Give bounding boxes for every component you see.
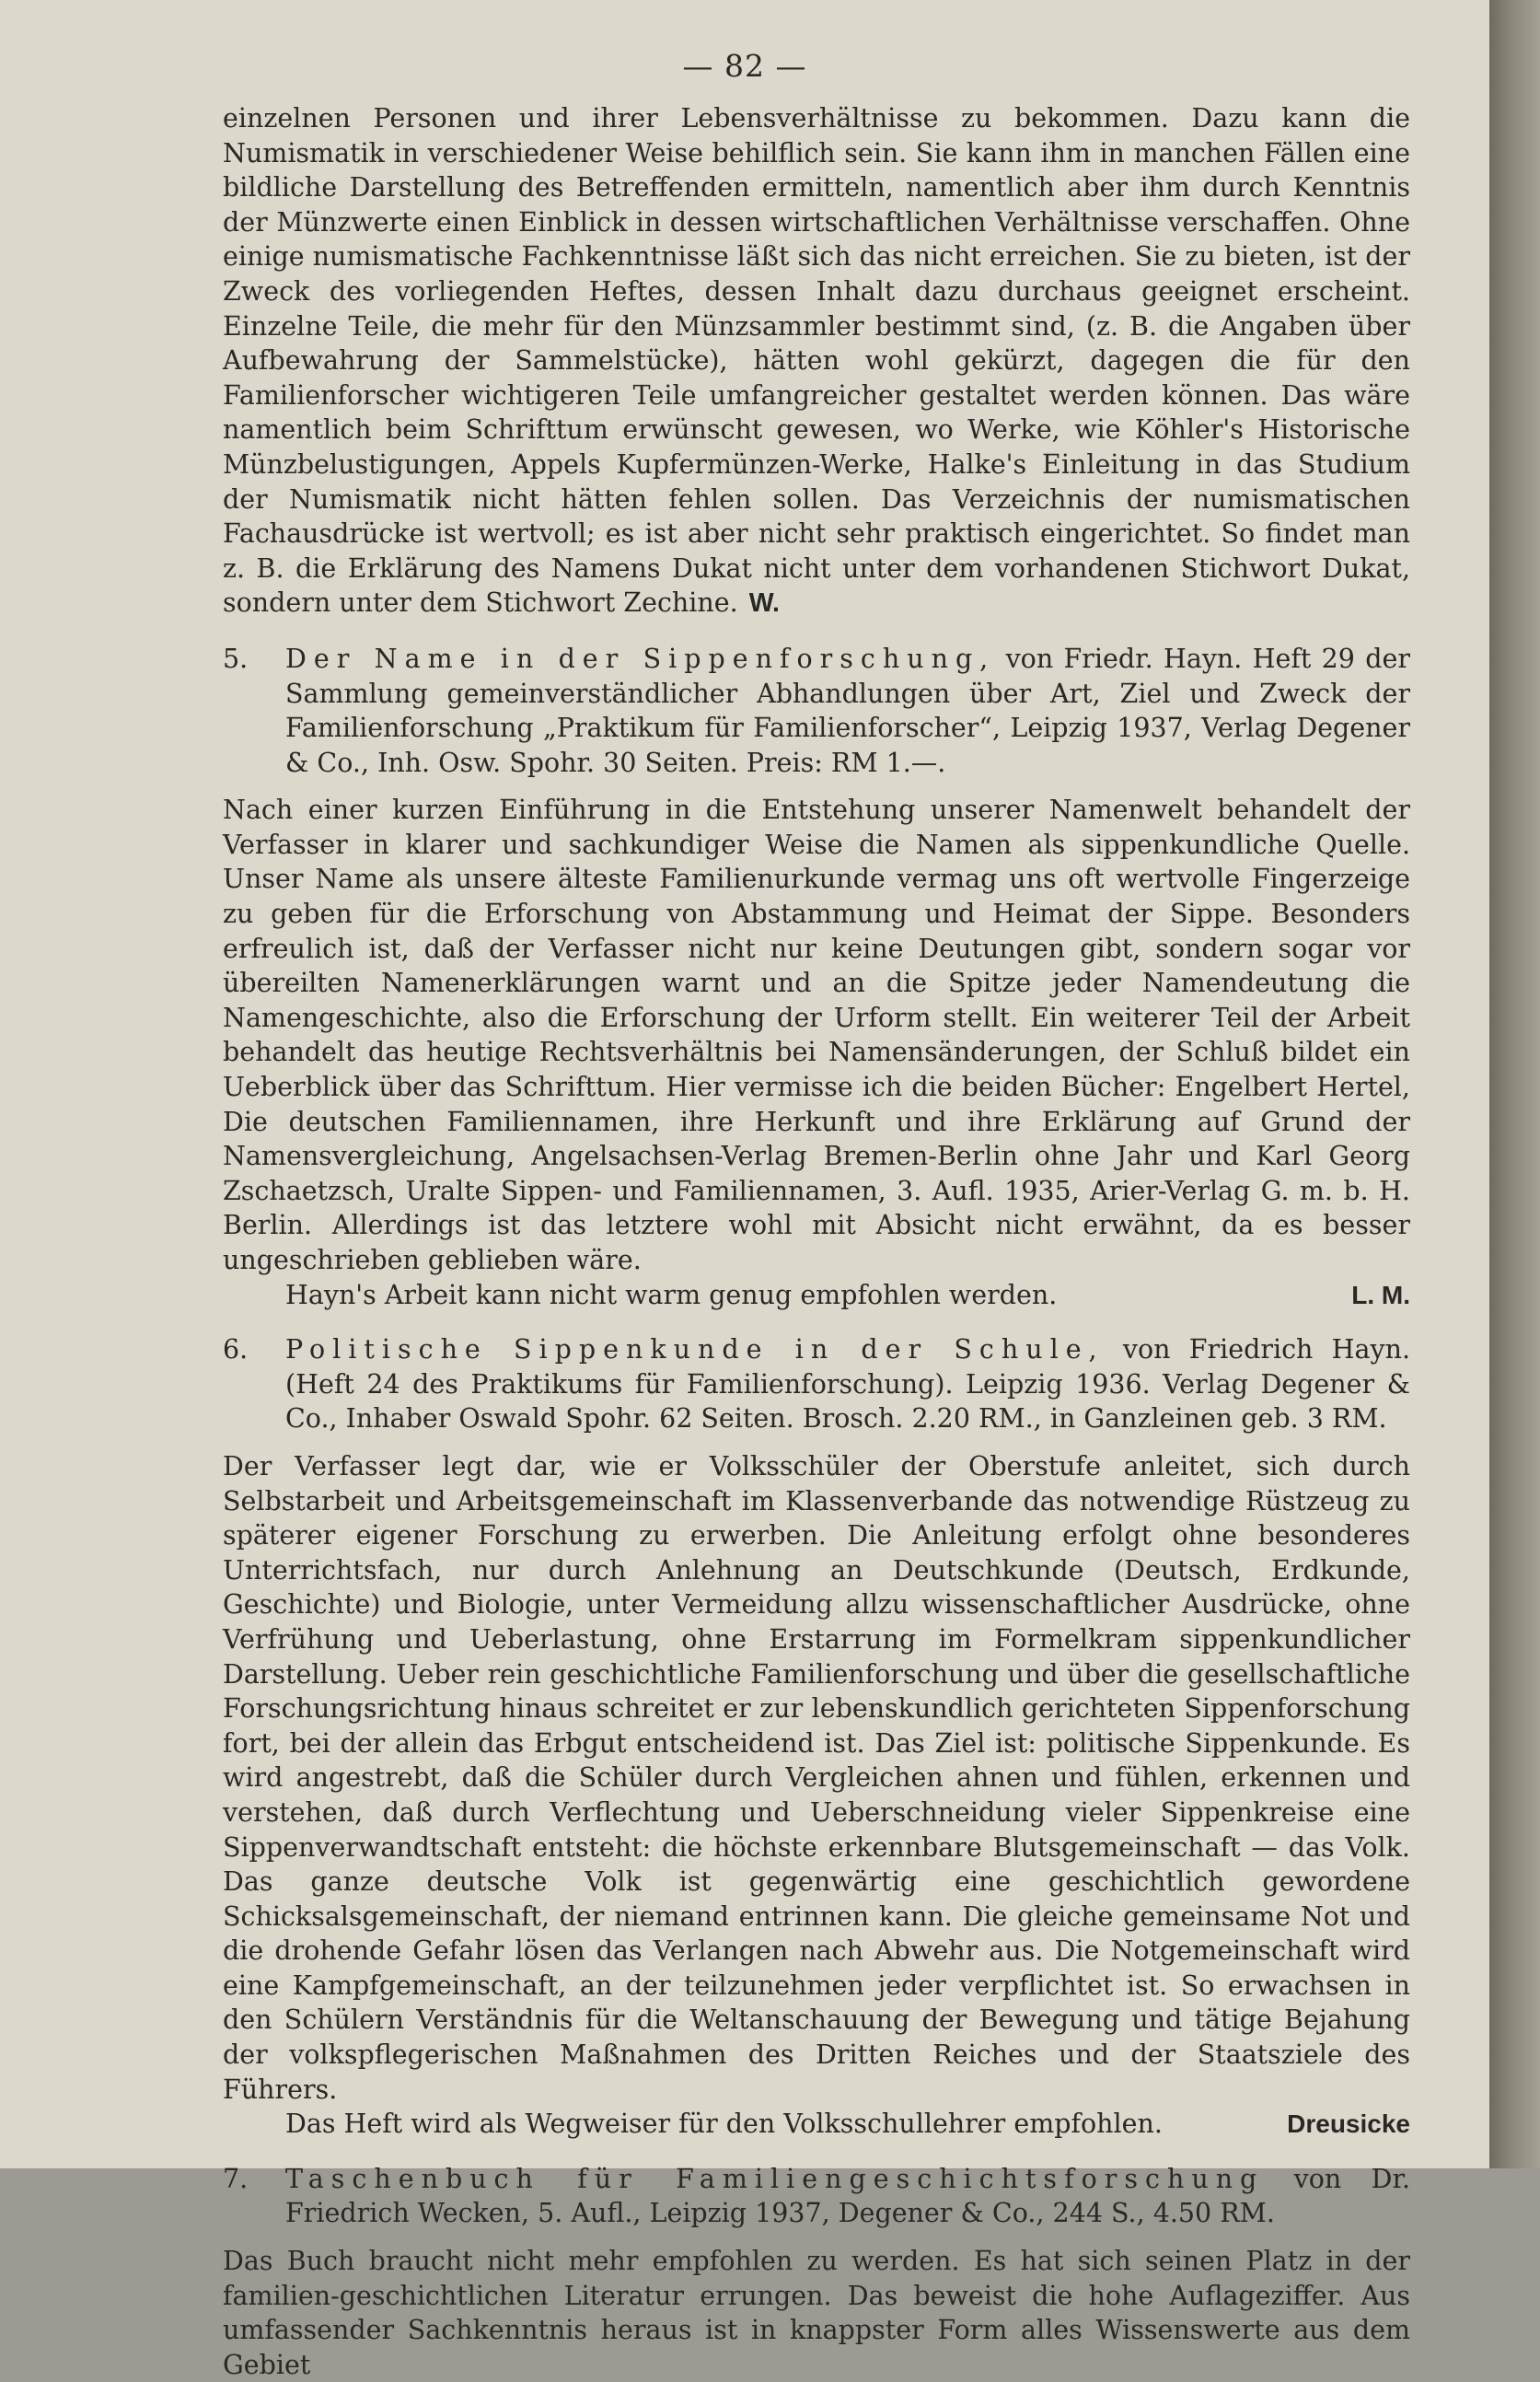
review-closing-text: Hayn's Arbeit kann nicht warm genug empfohlen werden.: [285, 1279, 1058, 1310]
intro-text: einzelnen Personen und ihrer Lebensverhältnisse zu bekommen. Dazu kann die Numismatik in verschiedener Weise behilflich sein. Sie kann ihm in manchen Fällen eine bildliche Darstellung des Betreffenden ermitteln, namentlich aber ihm durch Kenntnis der Münzwerte einen Einblick in dessen wirtschaftlichen Verhältnisse verschaffen. Ohne einige numismatische Fachkenntnisse läßt sich das nicht erreichen. Sie zu bieten, ist der Zweck des vorliegenden Heftes, dessen Inhalt dazu durchaus geeignet erscheint. Einzelne Teile, die mehr für den Münzsammler bestimmt sind, (z. B. die Angaben über Aufbewahrung der Sammelstücke), hätten wohl gekürzt, dagegen die für den Familienforscher wichtigeren Teile umfangreicher gestaltet werden können. Das wäre namentlich beim Schrifttum erwünscht gewesen, wo Werke, wie Köhler's Historische Münzbelustigungen, Appels Kupfermünzen-Werke, Halke's Einleitung in das Studium der Numismatik nicht hätten fehlen sollen. Das Verzeichnis der numismatischen Fachausdrücke ist wertvoll; es ist aber nicht sehr praktisch eingerichtet. So findet man z. B. die Erklärung des Namens Dukat nicht unter dem vorhandenen Stichwort Dukat, sondern unter dem Stichwort Zechine.: [223, 103, 1410, 619]
review-heading: [223, 642, 1410, 780]
review-citation: von Dr. Friedrich Wecken, 5. Aufl., Leipzig 1937, Degener & Co., 244 S., 4.50 RM.: [285, 2163, 1410, 2229]
review-citation: von Friedrich Hayn. (Heft 24 des Praktikums für Familienforschung). Leipzig 1936. Verlag Degener & Co., Inhaber Oswald Spohr. 62 Seiten. Brosch. 2.20 RM., in Ganzleinen geb. 3 RM.: [285, 1334, 1411, 1435]
review-entry: [223, 642, 1410, 1312]
book-spine-edge: [1489, 0, 1540, 2168]
review-title: Der Name in der Sippenforschung,: [285, 643, 996, 674]
review-entry: [223, 1332, 1410, 2142]
review-paragraph: Der Verfasser legt dar, wie er Volksschüler der Oberstufe anleitet, sich durch Selbstarbeit und Arbeitsgemeinschaft im Klassenverbande das notwendige Rüstzeug zu späterer eigener Forschung zu erwerben. Die Anleitung erfolgt ohne besonderes Unterrichtsfach, nur durch Anlehnung an Deutschkunde (Deutsch, Erdkunde, Geschichte) und Biologie, unter Vermeidung allzu wissenschaftlicher Ausdrücke, ohne Verfrühung und Ueberlastung, ohne Erstarrung im Formelkram sippenkundlicher Darstellung. Ueber rein geschichtliche Familienforschung und über die gesellschaftliche Forschungsrichtung hinaus schreitet er zur lebenskundlich gerichteten Sippenforschung fort, bei der allein das Erbgut entscheidend ist. Das Ziel ist: politische Sippenkunde. Es wird angestrebt, daß die Schüler durch Vergleichen ahnen und fühlen, erkennen und verstehen, daß durch Verflechtung und Ueberschneidung vieler Sippenkreise eine Sippenverwandtschaft entsteht: die höchste erkennbare Blutsgemeinschaft — das Volk. Das ganze deutsche Volk ist gegenwärtig eine geschichtlich gewordene Schicksalsgemeinschaft, der niemand entrinnen kann. Die gleiche gemeinsame Not und die drohende Gefahr lösen das Verlangen nach Abwehr aus. Die Notgemeinschaft wird eine Kampfgemeinschaft, an der teilzunehmen jeder verpflichtet ist. So erwachsen in den Schülern Verständnis für die Weltanschauung der Bewegung und tätige Bejahung der volkspflegerischen Maßnahmen des Dritten Reiches und der Staatsziele des Führers.: [223, 1450, 1410, 2105]
intro-signature: W.: [748, 588, 780, 619]
review-number: 6.: [223, 1334, 249, 1365]
review-title: Taschenbuch für Familiengeschichtsforschung: [285, 2163, 1265, 2194]
review-number: 7.: [223, 2163, 249, 2194]
page-number: — 82 —: [682, 48, 807, 84]
text-column: [223, 101, 1410, 2382]
review-number: 5.: [223, 643, 249, 674]
review-signature: L. M.: [1351, 1280, 1410, 1309]
review-citation: von Friedr. Hayn. Heft 29 der Sammlung gemeinverständlicher Abhandlungen über Art, Ziel und Zweck der Familienforschung „Praktikum für Familienforscher“, Leipzig 1937, Verlag Degener & Co., Inh. Osw. Spohr. 30 Seiten. Preis: RM 1.—.: [285, 643, 1410, 778]
review-heading: [223, 1332, 1410, 1436]
review-paragraph: Nach einer kurzen Einführung in die Entstehung unserer Namenwelt behandelt der Verfasser in klarer und sachkundiger Weise die Namen als sippenkundliche Quelle. Unser Name als unsere älteste Familienurkunde vermag uns oft wertvolle Fingerzeige zu geben für die Erforschung von Abstammung und Heimat der Sippe. Besonders erfreulich ist, daß der Verfasser nicht nur keine Deutungen gibt, sondern sogar vor übereilten Namenerklärungen warnt und an die Spitze jeder Namendeutung die Namengeschichte, also die Erforschung der Urform stellt. Ein weiterer Teil der Arbeit behandelt das heutige Rechtsverhältnis bei Namensänderungen, der Schluß bildet ein Ueberblick über das Schrifttum. Hier vermisse ich die beiden Bücher: Engelbert Hertel, Die deutschen Familiennamen, ihre Herkunft und ihre Erklärung auf Grund der Namensvergleichung, Angelsachsen-Verlag Bremen-Berlin ohne Jahr und Karl Georg Zschaetzsch, Uralte Sippen- und Familiennamen, 3. Aufl. 1935, Arier-Verlag G. m. b. H. Berlin. Allerdings ist das letztere wohl mit Absicht nicht erwähnt, da es besser ungeschrieben geblieben wäre.: [223, 795, 1410, 1275]
review-entry: [223, 2162, 1410, 2382]
review-closing: [223, 1278, 1410, 1313]
review-title: Politische Sippenkunde in der Schule,: [285, 1334, 1105, 1365]
intro-paragraph: [223, 101, 1410, 622]
review-paragraph: Das Buch braucht nicht mehr empfohlen zu werden. Es hat sich seinen Platz in der familien-geschichtlichen Literatur errungen. Das beweist die hohe Auflageziffer. Aus umfassender Sachkenntnis heraus ist in knappster Form alles Wissenswerte aus dem Gebiet: [223, 2246, 1410, 2380]
review-closing: [223, 2107, 1410, 2142]
review-closing-text: Das Heft wird als Wegweiser für den Volksschullehrer empfohlen.: [285, 2109, 1163, 2140]
review-heading: [223, 2162, 1410, 2231]
review-signature: Dreusicke: [1287, 2109, 1410, 2139]
